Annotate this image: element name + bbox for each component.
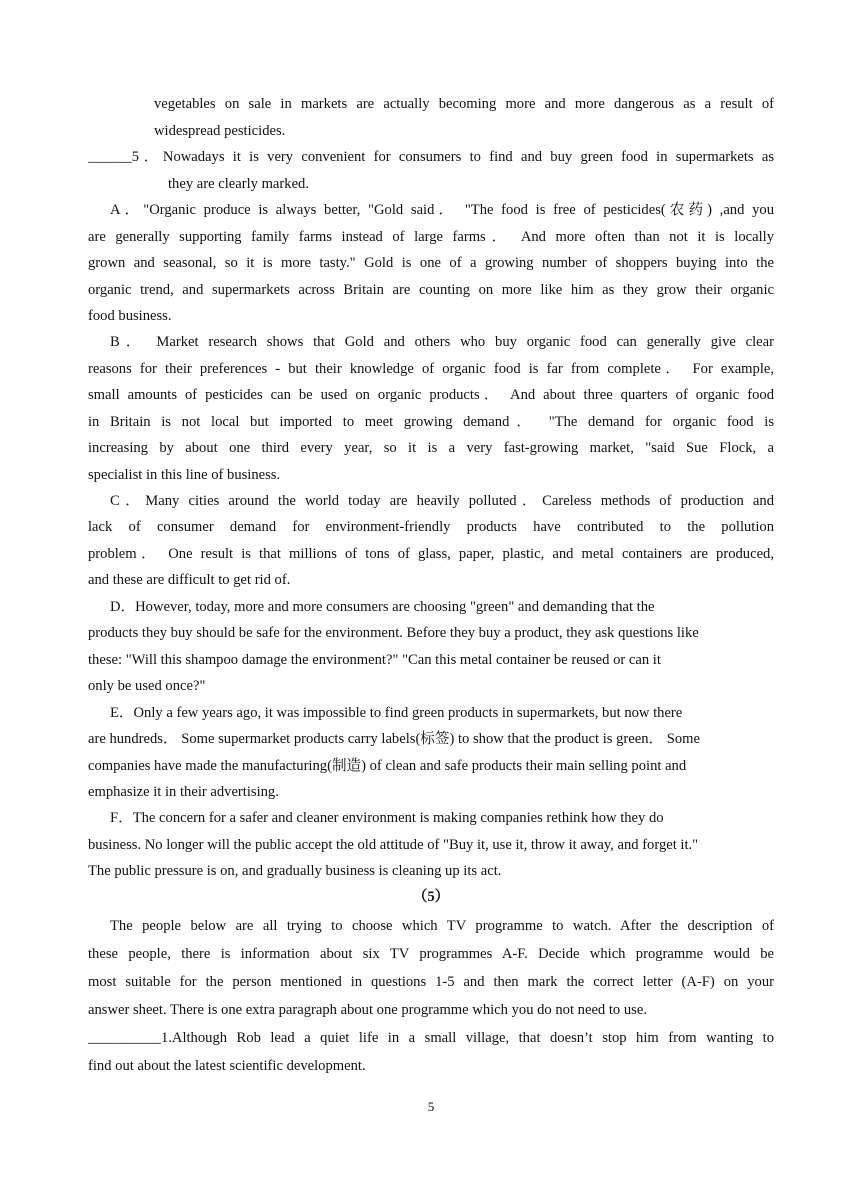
- paragraph-a-line-3: grown and seasonal, so it is more tasty." Gold is one of a growing number of shoppers buying into the: [88, 255, 774, 271]
- paragraph-e-line-2: are hundreds． Some supermarket products carry labels(标签) to show that the product is green． Some: [88, 731, 700, 747]
- paragraph-c-line-3: problem． One result is that millions of tons of glass, paper, plastic, and metal containers are produced,: [88, 546, 774, 562]
- paragraph-f-line-3: The public pressure is on, and gradually business is cleaning up its act.: [88, 863, 502, 879]
- intro-line-2: these people, there is information about six TV programmes A-F. Decide which programme would be: [88, 946, 774, 962]
- paragraph-b-line-2: reasons for their preferences - but their knowledge of organic food is far from complete． For example,: [88, 361, 774, 377]
- paragraph-a-line-4: organic trend, and supermarkets across Britain are counting on more like him as they grow their organic: [88, 282, 774, 298]
- paragraph-d-line-1: D．However, today, more and more consumers are choosing "green" and demanding that the: [110, 599, 655, 615]
- paragraph-d-line-2: products they buy should be safe for the environment. Before they buy a product, they ask questions like: [88, 625, 699, 641]
- paragraph-a-line-2: are generally supporting family farms instead of large farms． And more often than not it is locally: [88, 229, 774, 245]
- paragraph-a-line-5: food business.: [88, 308, 172, 324]
- section5-question-1-line-2: find out about the latest scientific development.: [88, 1058, 366, 1074]
- question-5-line-1: ______5．Nowadays it is very convenient for consumers to find and buy green food in supermarkets as: [88, 149, 774, 165]
- paragraph-e-line-3: companies have made the manufacturing(制造) of clean and safe products their main selling point and: [88, 758, 687, 774]
- paragraph-f-line-1: F．The concern for a safer and cleaner environment is making companies rethink how they do: [110, 810, 664, 826]
- section5-question-1-line-1: __________1.Although Rob lead a quiet life in a small village, that doesn’t stop him from wanting to: [88, 1030, 774, 1046]
- paragraph-c-line-2: lack of consumer demand for environment-friendly products have contributed to the pollution: [88, 519, 774, 535]
- page-number: 5: [427, 1099, 435, 1114]
- paragraph-e-line-4: emphasize it in their advertising.: [88, 784, 279, 800]
- paragraph-f-line-2: business. No longer will the public accept the old attitude of "Buy it, use it, throw it away, and forget it.": [88, 837, 699, 853]
- paragraph-a-line-1: A．"Organic produce is always better, "Gold said． "The food is free of pesticides(农药) ,and you: [110, 202, 774, 218]
- paragraph-b-line-4: in Britain is not local but imported to meet growing demand． "The demand for organic food is: [88, 414, 774, 430]
- paragraph-b-line-1: B． Market research shows that Gold and others who buy organic food can generally give clear: [110, 334, 774, 350]
- intro-line-1: The people below are all trying to choose which TV programme to watch. After the description of: [110, 918, 774, 934]
- paragraph-b-line-5: increasing by about one third every year, so it is a very fast-growing market, "said Sue Flock, a: [88, 440, 774, 456]
- paragraph-c-line-4: and these are difficult to get rid of.: [88, 572, 291, 588]
- question-4-line-2: widespread pesticides.: [154, 123, 286, 139]
- paragraph-d-line-4: only be used once?": [88, 678, 206, 694]
- paragraph-d-line-3: these: "Will this shampoo damage the environment?" "Can this metal container be reused or can it: [88, 652, 661, 668]
- question-4-line-1: vegetables on sale in markets are actually becoming more and more dangerous as a result of: [154, 96, 774, 112]
- paragraph-e-line-1: E．Only a few years ago, it was impossible to find green products in supermarkets, but now there: [110, 705, 683, 721]
- intro-line-3: most suitable for the person mentioned in questions 1-5 and then mark the correct letter (A-F) on your: [88, 974, 774, 990]
- paragraph-c-line-1: C．Many cities around the world today are heavily polluted．Careless methods of production and: [110, 493, 774, 509]
- paragraph-b-line-6: specialist in this line of business.: [88, 467, 281, 483]
- section-heading: （5）: [412, 889, 450, 905]
- intro-line-4: answer sheet. There is one extra paragraph about one programme which you do not need to use.: [88, 1002, 647, 1018]
- question-5-line-2: they are clearly marked.: [168, 176, 309, 192]
- paragraph-b-line-3: small amounts of pesticides can be used on organic products． And about three quarters of organic food: [88, 387, 774, 403]
